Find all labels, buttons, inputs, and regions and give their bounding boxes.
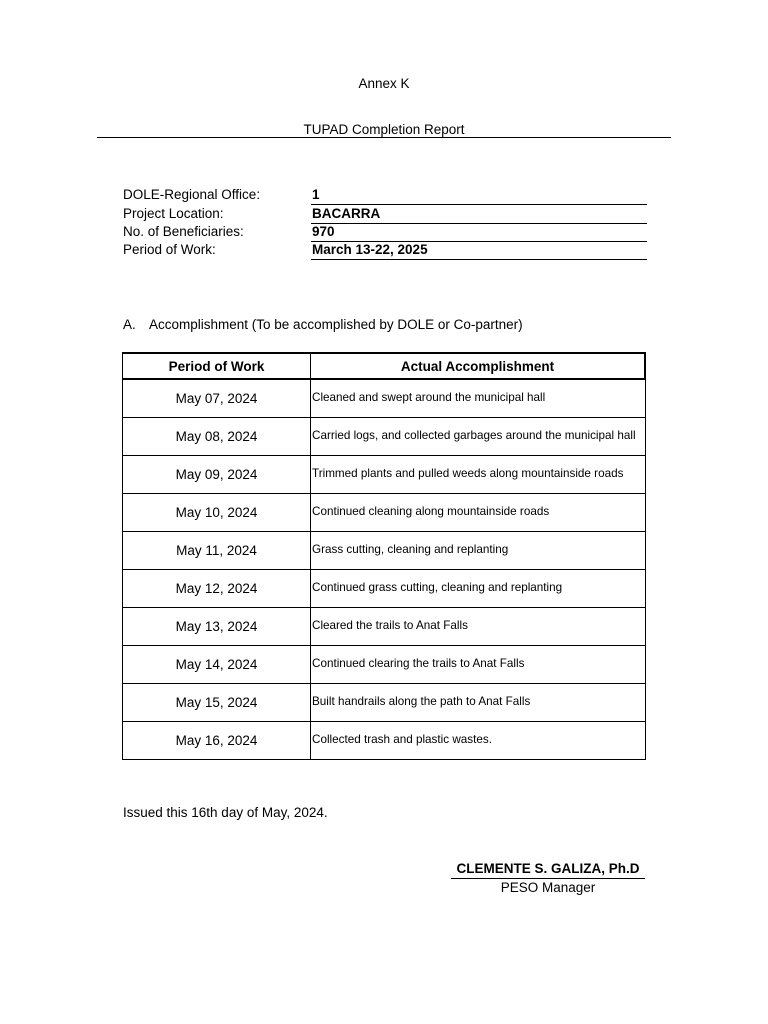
row-activity: Built handrails along the path to Anat Falls — [311, 684, 646, 722]
title-divider — [97, 137, 671, 138]
section-text: Accomplishment (To be accomplished by DOLE or Co-partner) — [149, 317, 523, 332]
table-row — [123, 494, 646, 532]
row-activity: Continued cleaning along mountainside roads — [311, 494, 646, 532]
table-header-row — [123, 353, 646, 379]
table-row — [123, 722, 646, 760]
annex-label: Annex K — [358, 76, 410, 91]
table-row — [123, 608, 646, 646]
table-row — [123, 684, 646, 722]
period-label: Period of Work: — [123, 242, 216, 257]
header-accomplishment: Actual Accomplishment — [311, 353, 646, 379]
header-period: Period of Work — [123, 353, 311, 379]
section-letter: A. — [123, 317, 136, 332]
row-date: May 15, 2024 — [123, 684, 311, 722]
row-activity: Continued grass cutting, cleaning and replanting — [311, 570, 646, 608]
section-a-heading — [123, 317, 523, 332]
row-date: May 07, 2024 — [123, 379, 311, 418]
row-activity: Cleared the trails to Anat Falls — [311, 608, 646, 646]
office-value: 1 — [311, 187, 647, 205]
signatory-name: CLEMENTE S. GALIZA, Ph.D — [456, 861, 640, 876]
beneficiaries-value: 970 — [311, 224, 647, 242]
table-row — [123, 418, 646, 456]
row-activity: Trimmed plants and pulled weeds along mountainside roads — [311, 456, 646, 494]
row-date: May 10, 2024 — [123, 494, 311, 532]
row-activity: Collected trash and plastic wastes. — [311, 722, 646, 760]
row-activity: Cleaned and swept around the municipal hall — [311, 379, 646, 418]
row-date: May 12, 2024 — [123, 570, 311, 608]
row-activity: Carried logs, and collected garbages around the municipal hall — [311, 418, 646, 456]
table-row — [123, 379, 646, 418]
signature-line — [451, 878, 645, 879]
beneficiaries-label: No. of Beneficiaries: — [123, 224, 244, 239]
table-row — [123, 570, 646, 608]
location-label: Project Location: — [123, 206, 224, 221]
row-date: May 14, 2024 — [123, 646, 311, 684]
report-title: TUPAD Completion Report — [303, 122, 465, 137]
row-date: May 13, 2024 — [123, 608, 311, 646]
table-row — [123, 646, 646, 684]
row-activity: Continued clearing the trails to Anat Falls — [311, 646, 646, 684]
location-value: BACARRA — [311, 206, 647, 224]
row-date: May 09, 2024 — [123, 456, 311, 494]
signatory-title: PESO Manager — [500, 880, 596, 895]
table-row — [123, 456, 646, 494]
office-label: DOLE-Regional Office: — [123, 187, 261, 202]
row-date: May 11, 2024 — [123, 532, 311, 570]
issued-statement: Issued this 16th day of May, 2024. — [123, 805, 328, 820]
row-activity: Grass cutting, cleaning and replanting — [311, 532, 646, 570]
row-date: May 16, 2024 — [123, 722, 311, 760]
period-value: March 13-22, 2025 — [311, 242, 647, 260]
accomplishment-table — [122, 352, 646, 760]
table-row — [123, 532, 646, 570]
row-date: May 08, 2024 — [123, 418, 311, 456]
